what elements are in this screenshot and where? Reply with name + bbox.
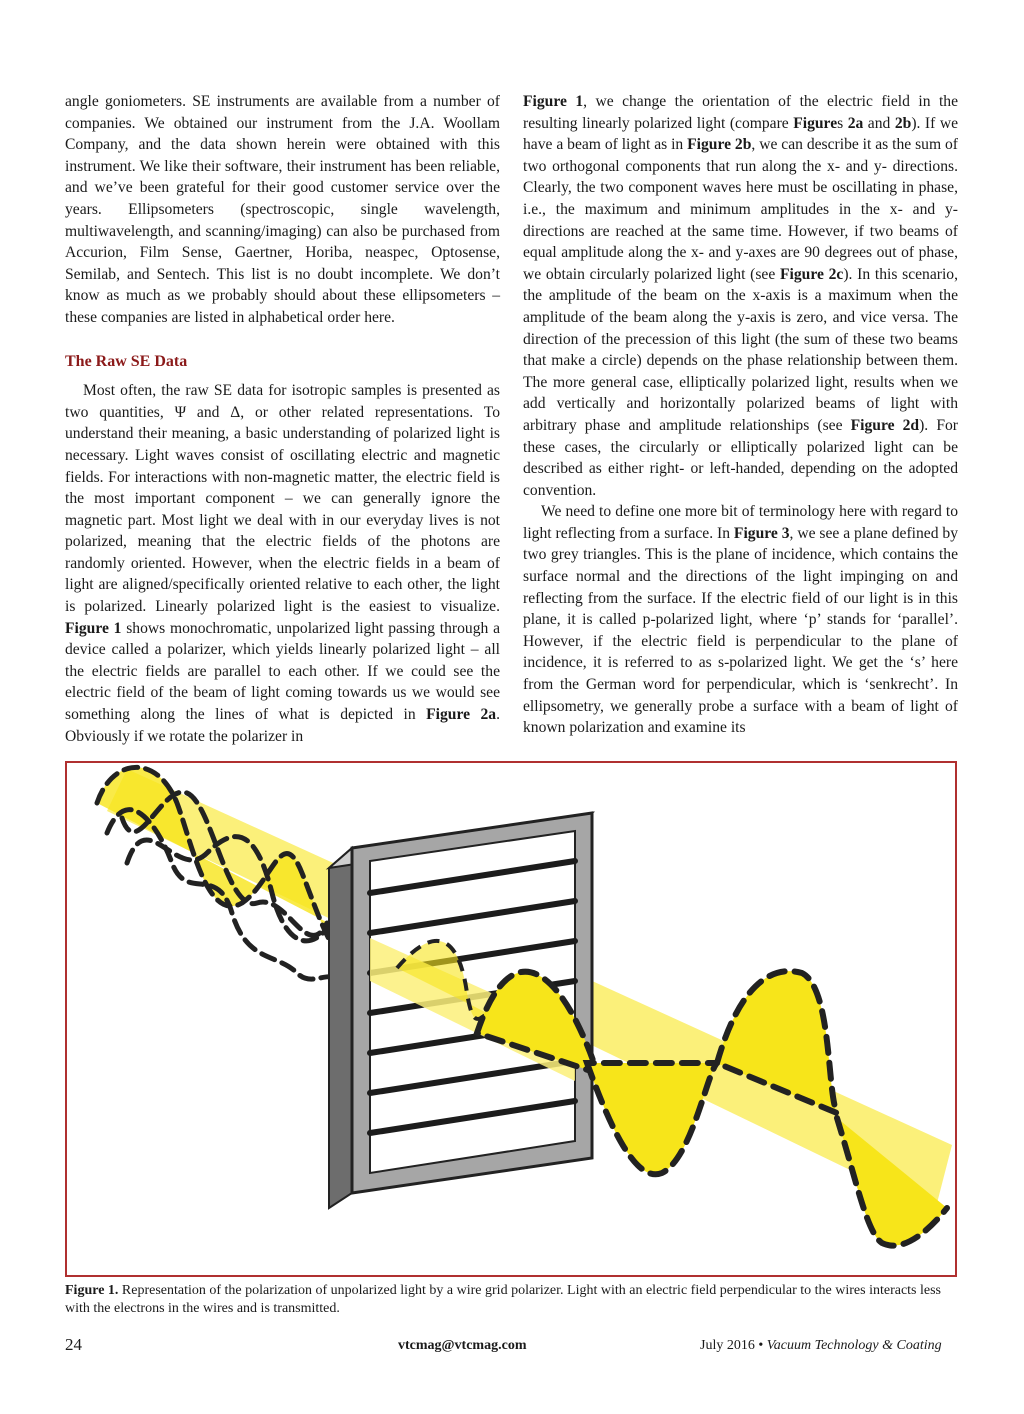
page-number: 24 xyxy=(65,1335,82,1354)
footer-email: vtcmag@vtcmag.com xyxy=(398,1338,527,1353)
polarizer-illustration xyxy=(67,763,955,1275)
text-run: , we change the orientation of the electric field in the resulting linearly polarized light (compare xyxy=(523,93,958,132)
text-run: Most often, the raw SE data for isotropic samples is presented as two quantities, Ψ and Δ, or other related representations. To understand their meaning, a basic understanding of polarized light is necessary. Light waves consist of oscillating electric and magnetic fields. For interactions with non-magnetic matter, the electric field is the most important component – we can generally ignore the magnetic part. Most light we deal with in our everyday lives is not polarized, meaning that the electric fields of the photons are randomly oriented. However, when the electric fields in a beam of light are aligned/specifically oriented relative to each other, the light is polarized. Linearly polarized light is the easiest to visualize. xyxy=(65,382,500,616)
figure-reference: 2b xyxy=(894,114,912,132)
left-column xyxy=(65,91,500,747)
text-run: , we see a plane defined by two grey triangles. This is the plane of incidence, which contains the surface normal and the directions of the light impinging on and reflecting from the surface. If the electric field of our light is in this plane, it is called p-polarized light, where ‘p’ stands for ‘parallel’. However, if the electric field is perpendicular to the plane of incidence, it is referred to as s-polarized light. We get the ‘s’ here from the German word for perpendicular, which is ‘senkrecht’. In ellipsometry, we generally probe a surface with a beam of light of known polarization and examine its xyxy=(523,524,958,737)
caption-text: Representation of the polarization of unpolarized light by a wire grid polarizer. Light with an electric field perpendicular to the wires interacts less with the electrons in the wires and is transmitted. xyxy=(65,1283,942,1316)
paragraph xyxy=(65,380,500,747)
text-run: and xyxy=(863,114,895,132)
figure-reference: 2a xyxy=(847,114,864,132)
paragraph: angle goniometers. SE instruments are available from a number of companies. We obtained our instrument from the J.A. Woollam Company, and the data shown herein were obtained with this instrument. We like their software, their instrument has been reliable, and we’ve been grateful for their good customer service over the years. Ellipsometers (spectroscopic, single wavelength, multiwavelength, and scanning/imaging) can also be purchased from Accurion, Film Sense, Gaertner, Horiba, neaspec, Optosense, Semilab, and Sentech. This list is no doubt incomplete. We don’t know as much as we probably should about these ellipsometers – these companies are listed in alphabetical order here. xyxy=(65,93,500,326)
text-run: , we can describe it as the sum of two orthogonal components that run along the x- and y- directions. Clearly, the two component waves here must be oscillating in phase, i.e., the maximum and minimum amplitudes in the x- and y- directions are reached at the same time. However, if two beams of equal amplitude along the x- and y-axes are 90 degrees out of phase, we obtain circularly polarized light (see xyxy=(523,136,958,283)
text-run: . Obviously if we rotate the polarizer in xyxy=(65,706,500,745)
figure-reference: Figure 2a xyxy=(426,706,497,724)
text-run: s xyxy=(837,114,848,132)
text-run: ). If we have a beam of light as in xyxy=(523,114,959,154)
figure-caption xyxy=(65,1282,958,1318)
text-run: ). For these cases, the circularly or elliptically polarized light can be described as either right- or left-handed, depending on the adopted convention. xyxy=(523,416,958,499)
figure-reference: Figure xyxy=(793,114,838,132)
figure-reference: Figure 2d xyxy=(850,416,920,434)
footer-issue xyxy=(700,1338,942,1354)
text-run: We need to define one more bit of terminology here with regard to light reflecting from a surface. In xyxy=(523,503,958,542)
issue-date: July 2016 xyxy=(700,1338,755,1353)
text-run: ). In this scenario, the amplitude of the beam on the x-axis is a maximum when the amplitude of the beam along the y-axis is zero, and vice versa. The direction of the precession of this light (the sum of these two beams that make a circle) depends on the phase relationship between them. The more general case, elliptically polarized light, results when we add vertically and horizontally polarized beams of light with arbitrary phase and amplitude relationships (see xyxy=(523,265,958,434)
magazine-title: Vacuum Technology & Coating xyxy=(766,1338,942,1353)
caption-label: Figure 1. xyxy=(65,1283,119,1298)
figure-reference: Figure 1 xyxy=(523,93,584,110)
figure-reference: Figure 2c xyxy=(780,265,844,283)
figure-reference: Figure 2b xyxy=(687,136,752,154)
section-heading: The Raw SE Data xyxy=(65,352,188,370)
figure-reference: Figure 1 xyxy=(65,619,122,637)
footer-separator: • xyxy=(758,1338,764,1353)
paragraph xyxy=(523,91,958,501)
text-run: shows monochromatic, unpolarized light passing through a device called a polarizer, which yields linearly polarized light – all the electric fields are parallel to each other. If we could see the electric field of the beam of light coming towards us we would see something along the lines of what is depicted in xyxy=(65,619,500,724)
right-column xyxy=(523,91,958,739)
figure-reference: Figure 3 xyxy=(733,524,790,542)
paragraph xyxy=(523,501,958,739)
figure-1 xyxy=(65,761,957,1277)
